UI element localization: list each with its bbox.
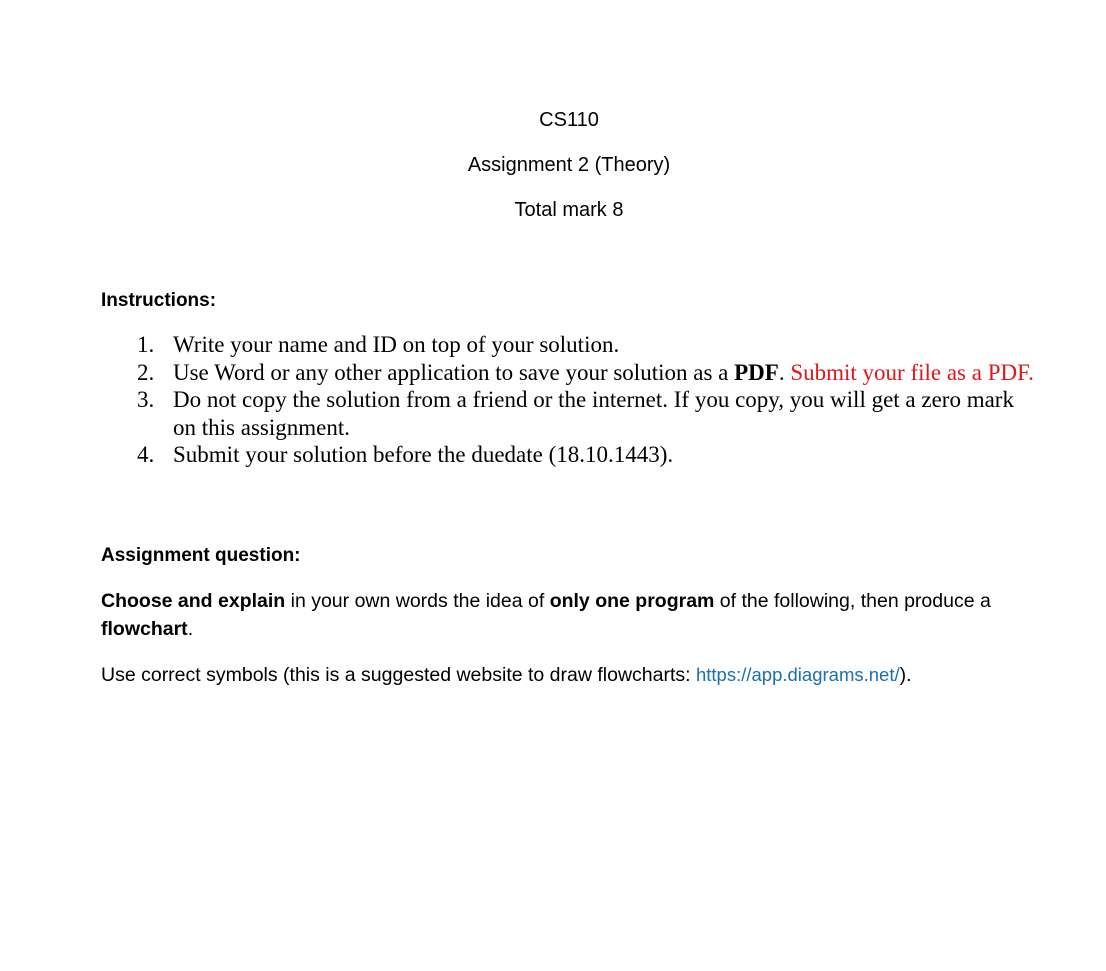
question-text: in your own words the idea of — [285, 590, 550, 612]
course-code: CS110 — [539, 109, 599, 131]
instruction-item — [101, 441, 1041, 469]
instruction-item — [101, 386, 1041, 441]
diagrams-link[interactable]: https://app.diagrams.net/ — [695, 664, 900, 685]
assignment-title: Assignment 2 (Theory) — [467, 154, 671, 176]
instruction-text: Write your name and ID on top of your solution. — [173, 332, 620, 357]
question-text: of the following, then produce a — [714, 590, 991, 612]
submit-warning: Submit your file as a PDF. — [790, 359, 1034, 385]
instruction-number: 1. — [137, 332, 155, 357]
instruction-item — [101, 331, 1041, 359]
question-emphasis: only one program — [549, 590, 715, 612]
instruction-number: 4. — [137, 442, 155, 467]
note-text: Use correct symbols (this is a suggested website to draw flowcharts: — [101, 664, 696, 686]
note-text: ). — [899, 664, 912, 686]
question-emphasis: Choose and explain — [101, 590, 286, 612]
question-heading: Assignment question: — [101, 545, 301, 566]
instruction-number: 2. — [137, 359, 155, 385]
instruction-number: 3. — [137, 387, 155, 412]
symbols-note — [101, 661, 1031, 689]
question-emphasis: flowchart — [101, 618, 188, 640]
instructions-heading: Instructions: — [101, 290, 217, 311]
question-text: . — [187, 618, 194, 640]
total-mark: Total mark 8 — [514, 199, 624, 221]
instruction-text: Do not copy the solution from a friend or the internet. If you copy, you will get a zero mark on this assignment. — [173, 387, 1014, 440]
instruction-text: Submit your solution before the duedate (18.10.1443). — [173, 442, 674, 467]
instruction-text: Use Word or any other application to save your solution as a — [173, 359, 735, 385]
instruction-item — [101, 359, 1041, 387]
instructions-list — [101, 331, 1041, 469]
pdf-emphasis: PDF — [734, 359, 779, 385]
question-body — [101, 587, 1031, 643]
instruction-text: . — [778, 359, 791, 385]
